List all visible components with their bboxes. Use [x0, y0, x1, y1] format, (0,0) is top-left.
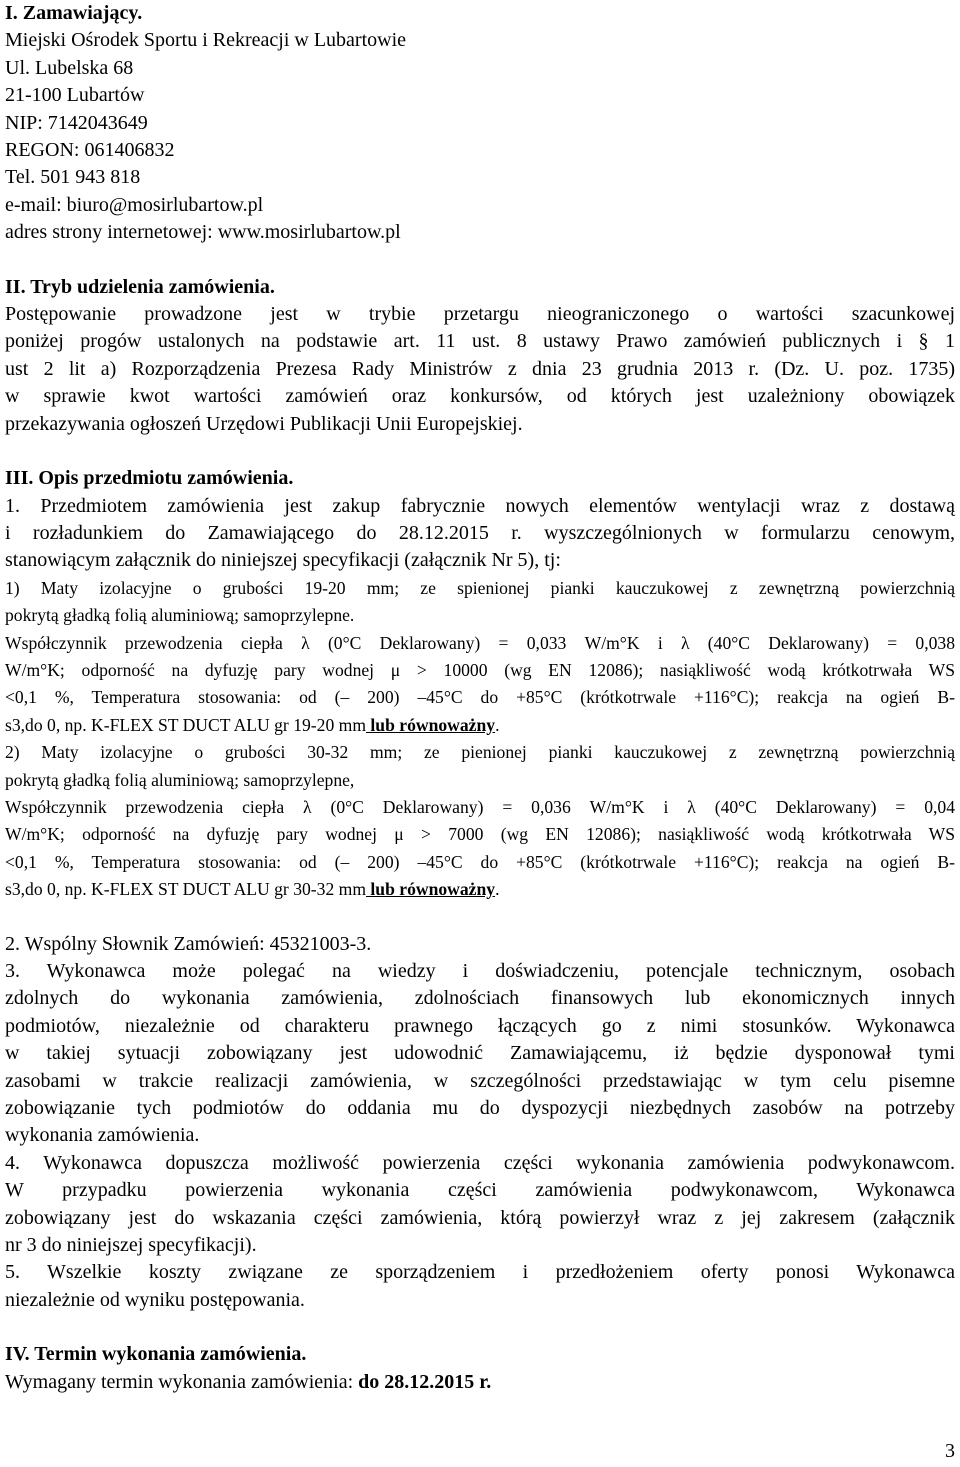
punctuation: .: [495, 879, 500, 900]
text-line: Współczynnik przewodzenia ciepła λ (0°C Deklarowany) = 0,036 W/m°K i λ (40°C Deklarowany) = 0,04: [5, 796, 955, 817]
section-heading: II. Tryb udzielenia zamówienia.: [5, 275, 275, 298]
spacer: [5, 438, 955, 465]
page-number: 3: [945, 1440, 955, 1462]
text-line: 4. Wykonawca dopuszcza możliwość powierzenia części wykonania zamówienia podwykonawcom.: [5, 1151, 955, 1174]
spacer: [5, 1314, 955, 1341]
section-subject: [5, 465, 955, 1314]
punctuation: .: [495, 714, 500, 735]
text-line: 21-100 Lubartów: [5, 84, 145, 107]
website-link[interactable]: www.mosirlubartow.pl: [217, 221, 401, 244]
text-line: 5. Wszelkie koszty związane ze sporządzeniem i przedłożeniem oferty ponosi Wykonawca: [5, 1261, 955, 1284]
item2-end-text: s3,do 0, np. K-FLEX ST DUCT ALU gr 30-32 mm: [5, 879, 367, 900]
spacer: [5, 904, 955, 931]
text-line: w sprawie kwot wartości zamówień oraz konkursów, od których jest uzależniony obowiązek: [5, 385, 955, 408]
section-ordering-party: [5, 0, 955, 247]
item1-end-text: s3,do 0, np. K-FLEX ST DUCT ALU gr 19-20 mm: [5, 714, 367, 735]
text-line: i rozładunkiem do Zamawiającego do 28.12.2015 r. wyszczególnionych w formularzu cenowym,: [5, 521, 955, 544]
cpv-line: 2. Wspólny Słownik Zamówień: 45321003-3.: [5, 932, 372, 955]
text-line: zobowiązany jest do wskazania części zamówienia, którą powierzył wraz z jej zakresem (załącznik: [5, 1206, 955, 1229]
email-line: e-mail: biuro@mosirlubartow.pl: [5, 193, 264, 216]
text-line: podmiotów, niezależnie od charakteru prawnego łączących go z nimi stosunków. Wykonawca: [5, 1014, 955, 1037]
text-line: W/m°K; odporność na dyfuzję pary wodnej μ > 10000 (wg EN 12086); nasiąkliwość wodą krótkotrwała WS: [5, 659, 955, 680]
text-line: zobowiązanie tych podmiotów do oddania mu do dyspozycji niezbędnych zasobów na potrzeby: [5, 1097, 955, 1120]
text-line: w takiej sytuacji zobowiązany jest udowodnić Zamawiającemu, iż będzie dysponował tymi: [5, 1042, 955, 1065]
text-line: wykonania zamówienia.: [5, 1124, 200, 1147]
text-line: Postępowanie prowadzone jest w trybie przetargu nieograniczonego o wartości szacunkowej: [5, 303, 955, 326]
text-line: niezależnie od wyniku postępowania.: [5, 1288, 305, 1311]
document-page: [5, 0, 955, 1396]
text-line: <0,1 %, Temperatura stosowania: od (– 200) –45°C do +85°C (krótkotrwale +116°C); reakcja na ogień B-: [5, 851, 955, 872]
section-heading: III. Opis przedmiotu zamówienia.: [5, 467, 294, 490]
text-line: przekazywania ogłoszeń Urzędowi Publikacji Unii Europejskiej.: [5, 412, 523, 435]
text-line: REGON: 061406832: [5, 139, 175, 162]
text-line: Współczynnik przewodzenia ciepła λ (0°C Deklarowany) = 0,033 W/m°K i λ (40°C Deklarowany) = 0,038: [5, 632, 955, 653]
text-line: <0,1 %, Temperatura stosowania: od (– 200) –45°C do +85°C (krótkotrwale +116°C); reakcja na ogień B-: [5, 687, 955, 708]
website-line: [5, 219, 955, 246]
text-line: [5, 712, 955, 739]
text-line: [5, 876, 955, 903]
section-procedure: [5, 274, 955, 438]
equivalent-note: lub równoważny: [366, 714, 496, 735]
text-line: W przypadku powierzenia wykonania części zamówienia podwykonawcom, Wykonawca: [5, 1179, 955, 1202]
text-line: pokrytą gładką folią aluminiową; samoprzylepne.: [5, 605, 355, 626]
deadline-line: [5, 1369, 955, 1396]
text-line: NIP: 7142043649: [5, 111, 148, 134]
text-line: 2) Maty izolacyjne o grubości 30-32 mm; ze pienionej pianki kauczukowej z zewnętrzną powierzchnią: [5, 742, 955, 763]
text-line: W/m°K; odporność na dyfuzję pary wodnej μ > 7000 (wg EN 12086); nasiąkliwość wodą krótkotrwała WS: [5, 824, 955, 845]
text-line: zdolnych do wykonania zamówienia, zdolnościach finansowych lub ekonomicznych innych: [5, 987, 955, 1010]
text-line: 1. Przedmiotem zamówienia jest zakup fabrycznie nowych elementów wentylacji wraz z dostawą: [5, 494, 955, 517]
text-line: 1) Maty izolacyjne o grubości 19-20 mm; ze spienionej pianki kauczukowej z zewnętrzną powierzchnią: [5, 577, 955, 598]
text-line: Tel. 501 943 818: [5, 166, 141, 189]
text-line: stanowiącym załącznik do niniejszej specyfikacji (załącznik Nr 5), tj:: [5, 549, 561, 572]
section-deadline: [5, 1341, 955, 1396]
text-line: zasobami w trakcie realizacji zamówienia, w szczególności przedstawiając w tym celu pisemne: [5, 1069, 955, 1092]
text-line: nr 3 do niniejszej specyfikacji).: [5, 1234, 257, 1257]
text-line: Ul. Lubelska 68: [5, 56, 134, 79]
text-line: Miejski Ośrodek Sportu i Rekreacji w Lubartowie: [5, 29, 407, 52]
text-line: 3. Wykonawca może polegać na wiedzy i doświadczeniu, potencjale technicznym, osobach: [5, 960, 955, 982]
website-label: adres strony internetowej:: [5, 221, 218, 244]
equivalent-note: lub równoważny: [366, 879, 496, 900]
spacer: [5, 247, 955, 274]
section-heading: I. Zamawiający.: [5, 2, 143, 24]
deadline-label: Wymagany termin wykonania zamówienia:: [5, 1370, 359, 1393]
text-line: poniżej progów ustalonych na podstawie art. 11 ust. 8 ustawy Prawo zamówień publicznych i § 1: [5, 330, 955, 353]
deadline-value: do 28.12.2015 r.: [358, 1370, 492, 1393]
text-line: pokrytą gładką folią aluminiową; samoprzylepne,: [5, 769, 355, 790]
text-line: ust 2 lit a) Rozporządzenia Prezesa Rady Ministrów z dnia 23 grudnia 2013 r. (Dz. U. poz. 1735): [5, 357, 955, 380]
section-heading: IV. Termin wykonania zamówienia.: [5, 1343, 307, 1366]
